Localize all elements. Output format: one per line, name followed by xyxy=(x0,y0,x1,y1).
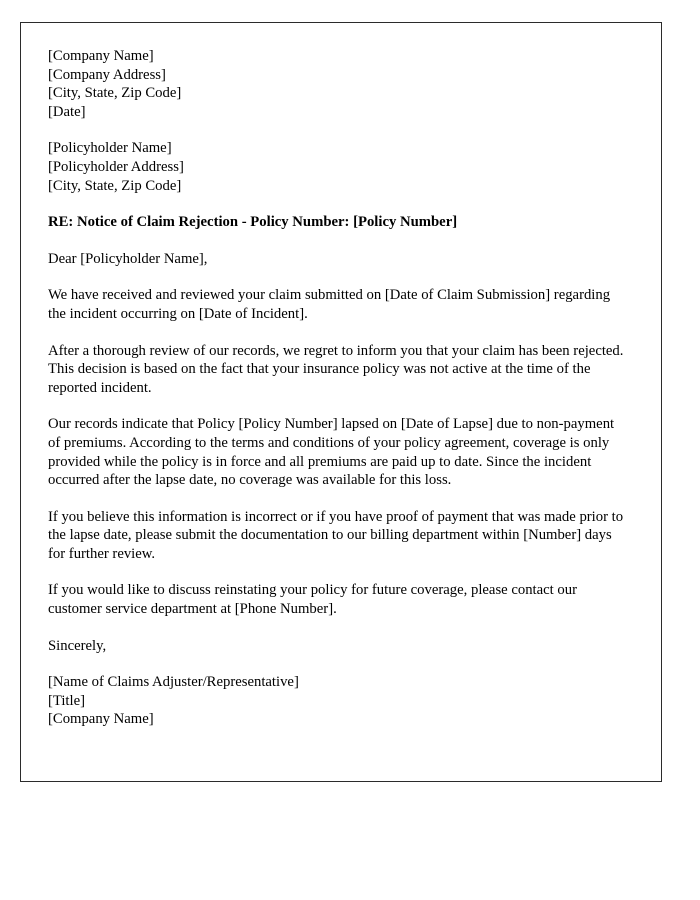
signer-company: [Company Name] xyxy=(48,711,154,728)
recipient-address-block xyxy=(48,139,648,195)
body-paragraph-1: We have received and reviewed your claim submitted on [Date of Claim Submission] regarding the incident occurring on [Date of Incident]. xyxy=(48,287,611,322)
policyholder-name: [Policyholder Name] xyxy=(48,140,172,157)
sender-company-address: [Company Address] xyxy=(48,66,166,83)
closing-salutation: Sincerely, xyxy=(48,637,107,654)
signature-block xyxy=(48,673,648,729)
sender-city-state-zip: [City, State, Zip Code] xyxy=(48,85,182,102)
letter-content xyxy=(48,47,648,729)
body-paragraph-5: If you would like to discuss reinstating your policy for future coverage, please contact our customer service department at [Phone Number]. xyxy=(48,582,578,618)
body-paragraph-3: Our records indicate that Policy [Policy Number] lapsed on [Date of Lapse] due to non-payment of premiums. According to the terms and conditions of your policy agreement, coverage is only provided while the policy is in force and all premiums are paid up to date. Since the incident occurred after the lapse date, no coverage was available for this loss. xyxy=(48,416,615,489)
policyholder-city-state-zip: [City, State, Zip Code] xyxy=(48,177,182,194)
letter-date: [Date] xyxy=(48,103,86,120)
letter-page xyxy=(20,22,662,782)
body-paragraph-4: If you believe this information is incorrect or if you have proof of payment that was made prior to the lapse date, please submit the documentation to our billing department within [Number] days for further review. xyxy=(48,508,624,562)
sender-address-block xyxy=(48,47,648,121)
sender-company-name: [Company Name] xyxy=(48,48,154,64)
signer-name: [Name of Claims Adjuster/Representative] xyxy=(48,674,299,691)
signer-title: [Title] xyxy=(48,692,85,709)
policyholder-address: [Policyholder Address] xyxy=(48,158,184,175)
subject-line: RE: Notice of Claim Rejection - Policy Number: [Policy Number] xyxy=(48,214,458,231)
salutation: Dear [Policyholder Name], xyxy=(48,250,208,267)
body-paragraph-2: After a thorough review of our records, we regret to inform you that your claim has been rejected. This decision is based on the fact that your insurance policy was not active at the time of the reported incident. xyxy=(48,342,624,396)
